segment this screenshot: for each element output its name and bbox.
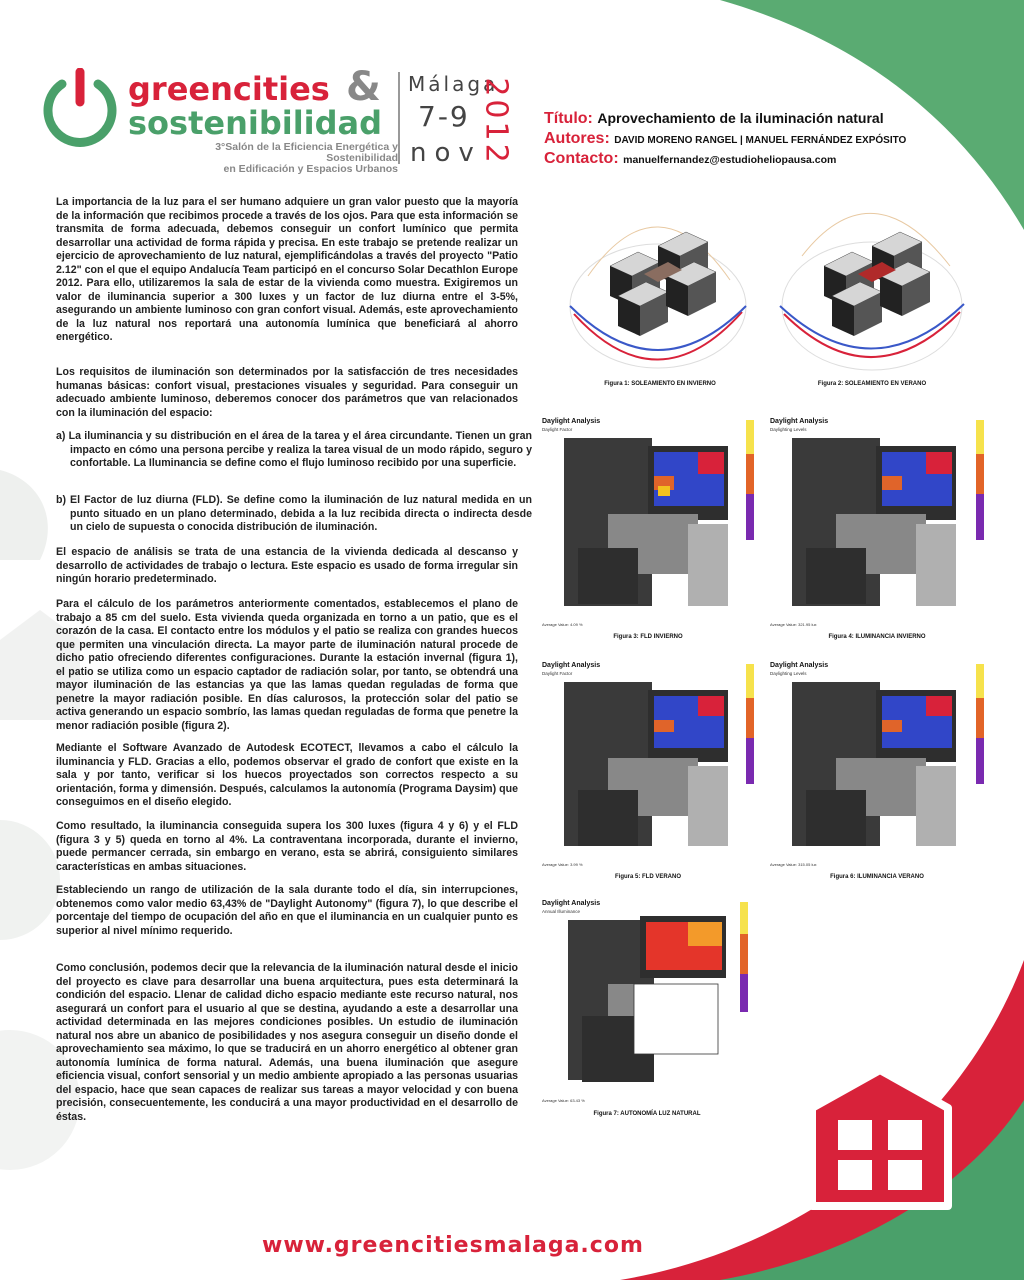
figure-6-title: Daylight Analysis (770, 662, 829, 669)
paragraph-space: El espacio de análisis se trata de una estancia de la vivienda dedicada al descanso y desarrollo de actividades de trabajo o lectura. Este espacio es usado de forma irregular sin ningún horario predeterminado. (56, 546, 518, 585)
power-icon (40, 68, 120, 148)
website-url[interactable]: www.greencitiesmalaga.com (262, 1233, 644, 1258)
house-logo-icon (812, 1070, 948, 1206)
figure-7-plan (538, 898, 756, 1110)
title-label: Título: (544, 110, 593, 127)
figure-4-caption: Figura 4: ILUMINANCIA INVIERNO (828, 634, 926, 640)
paragraph-autonomy: Estableciendo un rango de utilización de la sala durante todo el día, sin interrupciones, obtenemos como valor medio 63,43% de "Daylight Autonomy" (figura 7), lo que describe el porcentaje del tiempo de ocupación del año en que el iluminancia en un cualquier punto es superior al nivel mínimo requerido. (56, 884, 518, 937)
paragraph-item-b: b) El Factor de luz diurna (FLD). Se define como la iluminación de luz natural medida en un punto situado en un plano determinado, debida a la luz recibida directa o indirecta desde un cielo de supuesta o conocida distribución de iluminación. (56, 494, 532, 533)
contact-label: Contacto: (544, 150, 619, 167)
brand-ampersand: & (346, 64, 381, 110)
paragraph-calculation: Para el cálculo de los parámetros anteriormente comentados, establecemos el plano de trabajo a 85 cm del suelo. Esta vivienda queda organizada en torno a un patio, que es el corazón de la casa. El contacto entre los módulos y el patio se realiza con grandes huecos que permiten una vinculación directa. La mayor parte de iluminación natural procede de dicho patio ofreciendo diferentes configuraciones. Durante la estación invernal (figura 1), el patio se utiliza como un espacio captador de radiación solar, por tanto, se obtendrá una mayor iluminación de las estancias ya que las lamas quedan reguladas de forma que penetre la mayor radiación posible. En días calurosos, la protección solar del patio se activa generando un espacio sombrío, las lamas quedan reguladas de forma que penetre la menor radiación posible (figura 2). (56, 598, 518, 732)
event-year-wrap (478, 70, 526, 170)
authors-row (544, 130, 1014, 150)
title-value: Aprovechamiento de la iluminación natural (597, 110, 884, 126)
event-month: nov (410, 138, 482, 168)
paragraph-intro: La importancia de la luz para el ser humano adquiere un gran valor puesto que la mayoría de la información que recibimos procede a través de los ojos. Para que esta información se transmita de forma adecuada, debemos conseguir un confort lumínico que permita desarrollar una actividad de forma rápida y precisa. En este trabajo se pretende realizar un ejercicio de aprovechamiento de luz natural, ejemplificándolas a través del proyecto "Patio 2.12" con el que el equipo Andalucía Team participó en el concurso Solar Decathlon Europe 2012. Para ello, utilizaremos la sala de estar de la vivienda como muestra. Exigiremos un valor de iluminancia superior a 300 luxes y un factor de luz diurna entre el 3-5%, asegurando un ambiente luminoso con gran confort visual. Además, este aprovechamiento de la luz natural nos reportará una autonomía lumínica que beneficiará al ahorro energético. (56, 196, 518, 343)
contact-value: manuelfernandez@estudioheliopausa.com (623, 154, 837, 166)
poster-meta (544, 110, 1014, 170)
figure-3-caption: Figura 3: FLD INVIERNO (613, 634, 683, 640)
figure-3-title: Daylight Analysis (542, 418, 601, 425)
figure-3-fld-winter (538, 414, 758, 634)
figure-6-footnote: Average Value: 315.05 lux (770, 862, 817, 867)
figure-6-caption: Figura 6: ILUMINANCIA VERANO (830, 874, 924, 880)
subtitle-line-2: en Edificación y Espacios Urbanos (223, 163, 398, 175)
event-year: 2012 (478, 77, 514, 166)
faint-left-leaf (0, 470, 48, 560)
figure-1-solar-winter (560, 196, 760, 376)
figure-4-footnote: Average Value: 321.95 lux (770, 622, 817, 627)
brand-sostenibilidad: sostenibilidad (128, 104, 383, 142)
paragraph-item-a: a) La iluminancia y su distribución en el área de la tarea y el área circundante. Tienen un gran impacto en cómo una persona percibe y realiza la tarea visual de un modo rápido, seguro y confortable. La Iluminancia se define como el flujo luminoso recibido por una superficie. (56, 430, 532, 469)
contact-row (544, 150, 1014, 170)
figure-4-subtitle: Daylighting Levels (770, 427, 807, 432)
figure-7-caption: Figura 7: AUTONOMÍA LUZ NATURAL (593, 1111, 701, 1117)
figure-7-title: Daylight Analysis (542, 900, 601, 907)
figure-5-fld-summer (538, 660, 758, 874)
figure-5-title: Daylight Analysis (542, 662, 601, 669)
authors-label: Autores: (544, 130, 610, 147)
paragraph-software: Mediante el Software Avanzado de Autodesk ECOTECT, llevamos a cabo el cálculo la iluminancia y FLD. Gracias a ello, podemos observar el grado de confort que existe en la sala y por tanto, verificar si los huecos proyectados son correctos respecto a su orientación, forma y dimensión. Después, calculamos la autonomía (Programa Daysim) que conseguimos en el diseño elegido. (56, 742, 518, 808)
figure-3-footnote: Average Value: 4.09 % (542, 622, 583, 627)
brand-greencities: greencities (128, 70, 330, 108)
figure-3-plan (538, 414, 758, 634)
figure-1-caption: Figura 1: SOLEAMIENTO EN INVIERNO (604, 381, 716, 387)
authors-value: DAVID MORENO RANGEL | MANUEL FERNÁNDEZ EXPÓSITO (614, 135, 907, 146)
figure-2-caption: Figura 2: SOLEAMIENTO EN VERANO (817, 381, 927, 387)
event-days: 7-9 (418, 100, 470, 133)
paragraph-conclusion: Como conclusión, podemos decir que la relevancia de la iluminación natural desde el inicio del proyecto es clave para desarrollar una buena arquitectura, pues esta determinará la condición del espacio. Llenar de calidad dicho espacio mediante este recurso natural, nos asegurará un confort para el usuario al que se destina, ayudando a este a desarrollar una actividad determinada en las mejores condiciones posibles. Un estudio de iluminación natural nos abre un abanico de posibilidades y nos asegura conseguir un diseño donde el aprovechamiento sea máximo, lo que se traducirá en un ahorro energético al obtener gran autonomía lumínica de forma natural. Además, una buena iluminación que asegure eficiencia visual, confort sensorial y un medio ambiente apropiado a las personas usuarias del espacio, hace que sean capaces de realizar sus tareas a mayor velocidad y con buena precisión, consecuentemente, les conducirá a una mayor productividad en el desarrollo de éstas. (56, 962, 518, 1123)
figure-6-plan (766, 660, 988, 874)
paragraph-requirements: Los requisitos de iluminación son determinados por la satisfacción de tres necesidades humanas básicas: confort visual, prestaciones visuales y seguridad. Para conseguir un adecuado ambiente luminoso, deberemos conocer dos parámetros que van relacionados con la iluminación del espacio: (56, 366, 518, 419)
figure-5-plan (538, 660, 758, 874)
figure-7-subtitle: Annual Illuminance (542, 909, 581, 914)
figure-4-title: Daylight Analysis (770, 418, 829, 425)
figure-6-subtitle: Daylighting Levels (770, 671, 807, 676)
event-city: Málaga (408, 72, 499, 96)
figure-7-footnote: Average Value: 63.43 % (542, 1098, 585, 1103)
figure-5-footnote: Average Value: 3.99 % (542, 862, 583, 867)
figure-3-subtitle: Daylight Factor (542, 427, 573, 432)
figure-4-plan (766, 414, 988, 634)
faint-left-circle (0, 820, 60, 940)
title-row (544, 110, 1014, 130)
figure-7-daylight-autonomy (538, 898, 756, 1110)
figure-4-illuminance-winter (766, 414, 988, 634)
figure-6-illuminance-summer (766, 660, 988, 874)
paragraph-result: Como resultado, la iluminancia conseguida supera los 300 luxes (figura 4 y 6) y el FLD (figura 3 y 5) queda en torno al 4%. La contraventana incorporada, durante el invierno, puede permancer cerrada, sin embargo en verano, esta se abrirá, consiguiento similares características en ambas situaciones. (56, 820, 518, 873)
subtitle-line-1: 3°Salón de la Eficiencia Energética y Sostenibilidad (215, 141, 398, 164)
figure-5-caption: Figura 5: FLD VERANO (614, 874, 681, 880)
header-divider (398, 72, 400, 164)
figure-5-subtitle: Daylight Factor (542, 671, 573, 676)
event-subtitle (158, 142, 398, 175)
figure-2-solar-summer (772, 196, 972, 376)
